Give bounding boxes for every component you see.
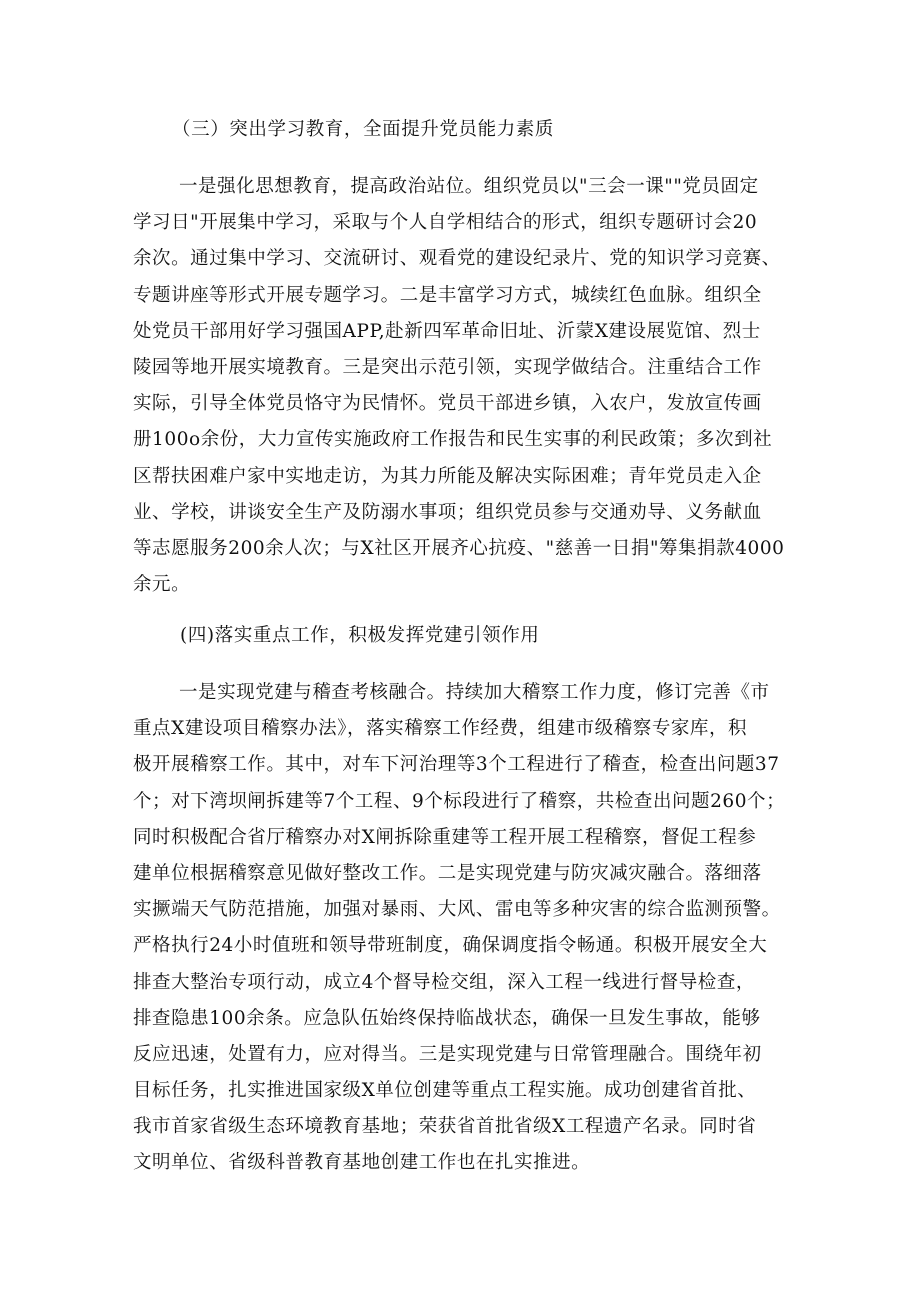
paragraph-line: 同时积极配合省厅稽察办对X闸拆除重建等工程开展工程稽察，督促工程参 <box>133 826 757 848</box>
paragraph-line: 实撅端天气防范措施，加强对暴雨、大风、雷电等多种灾害的综合监测预警。 <box>133 899 781 921</box>
paragraph-line: 目标任务，扎实推进国家级X单位创建等重点工程实施。成功创建省首批、 <box>133 1080 757 1102</box>
paragraph-line: 专题讲座等形式开展专题学习。二是丰富学习方式，城续红色血脉。组织全 <box>133 284 762 306</box>
paragraph-line: 极开展稽察工作。其中，对车下河治理等3个工程进行了稽查，检查出问题37 <box>133 754 780 776</box>
section-heading-4: (四)落实重点工作，积极发挥党建引领作用 <box>180 625 540 646</box>
paragraph-line: 排查隐患100余条。应急队伍始终保持临战状态，确保一旦发生事故，能够 <box>133 1007 761 1029</box>
paragraph-line: 重点X建设项目稽察办法》，落实稽察工作经费，组建市级稽察专家库，积 <box>133 718 748 740</box>
paragraph-line: 余元。 <box>133 574 191 596</box>
paragraph-line: 陵园等地开展实境教育。三是突出示范引领，实现学做结合。注重结合工作 <box>133 356 762 378</box>
section-paragraph-4 <box>133 675 793 1182</box>
paragraph-line: 业、学校，讲谈安全生产及防溺水事项；组织党员参与交通劝导、义务献血 <box>133 501 762 523</box>
paragraph-line: 实际，引导全体党员恪守为民情怀。党员干部进乡镇，入农户，发放宣传画 <box>133 393 762 415</box>
paragraph-line: 余次。通过集中学习、交流研讨、观看党的建设纪录片、党的知识学习竞赛、 <box>133 248 781 270</box>
section-heading-3: （三）突出学习教育，全面提升党员能力素质 <box>172 119 555 140</box>
paragraph-line: 处党员干部用好学习强国APP,赴新四军革命旧址、沂蒙X建设展览馆、烈士 <box>133 320 761 342</box>
paragraph-line: 排查大整治专项行动，成立4个督导检交组，深入工程一线进行督导检查， <box>133 971 755 993</box>
paragraph-line: 学习日"开展集中学习，采取与个人自学相结合的形式，组织专题研讨会20 <box>133 212 758 234</box>
paragraph-line: 文明单位、省级科普教育基地创建工作也在扎实推进。 <box>133 1152 591 1174</box>
paragraph-line: 册100o余份，大力宣传实施政府工作报告和民生实事的利民政策；多次到社 <box>133 429 773 451</box>
paragraph-line: 区帮扶困难户家中实地走访，为其力所能及解决实际困难；青年党员走入企 <box>133 465 762 487</box>
paragraph-line: 个；对下湾坝闸拆建等7个工程、9个标段进行了稽察，共检查出问题260个； <box>133 790 786 812</box>
paragraph-line: 等志愿服务200余人次；与X社区开展齐心抗疫、"慈善一日捐"筹集捐款4000 <box>133 537 785 559</box>
paragraph-line: 建单位根据稽察意见做好整改工作。二是实现党建与防灾减灾融合。落细落 <box>133 862 762 884</box>
paragraph-line: 我市首家省级生态环境教育基地；荣获省首批省级X工程遗产名录。同时省 <box>133 1116 757 1138</box>
paragraph-line: 反应迅速，处置有力，应对得当。三是实现党建与日常管理融合。围绕年初 <box>133 1043 762 1065</box>
section-paragraph-3 <box>133 169 793 603</box>
paragraph-line: 严格执行24小时值班和领导带班制度，确保调度指令畅通。积极开展安全大 <box>133 935 768 957</box>
paragraph-line: 一是强化思想教育，提高政治站位。组织党员以"三会一课""党员固定 <box>179 176 759 197</box>
paragraph-line: 一是实现党建与稽查考核融合。持续加大稽察工作力度，修订完善《市 <box>179 682 770 703</box>
